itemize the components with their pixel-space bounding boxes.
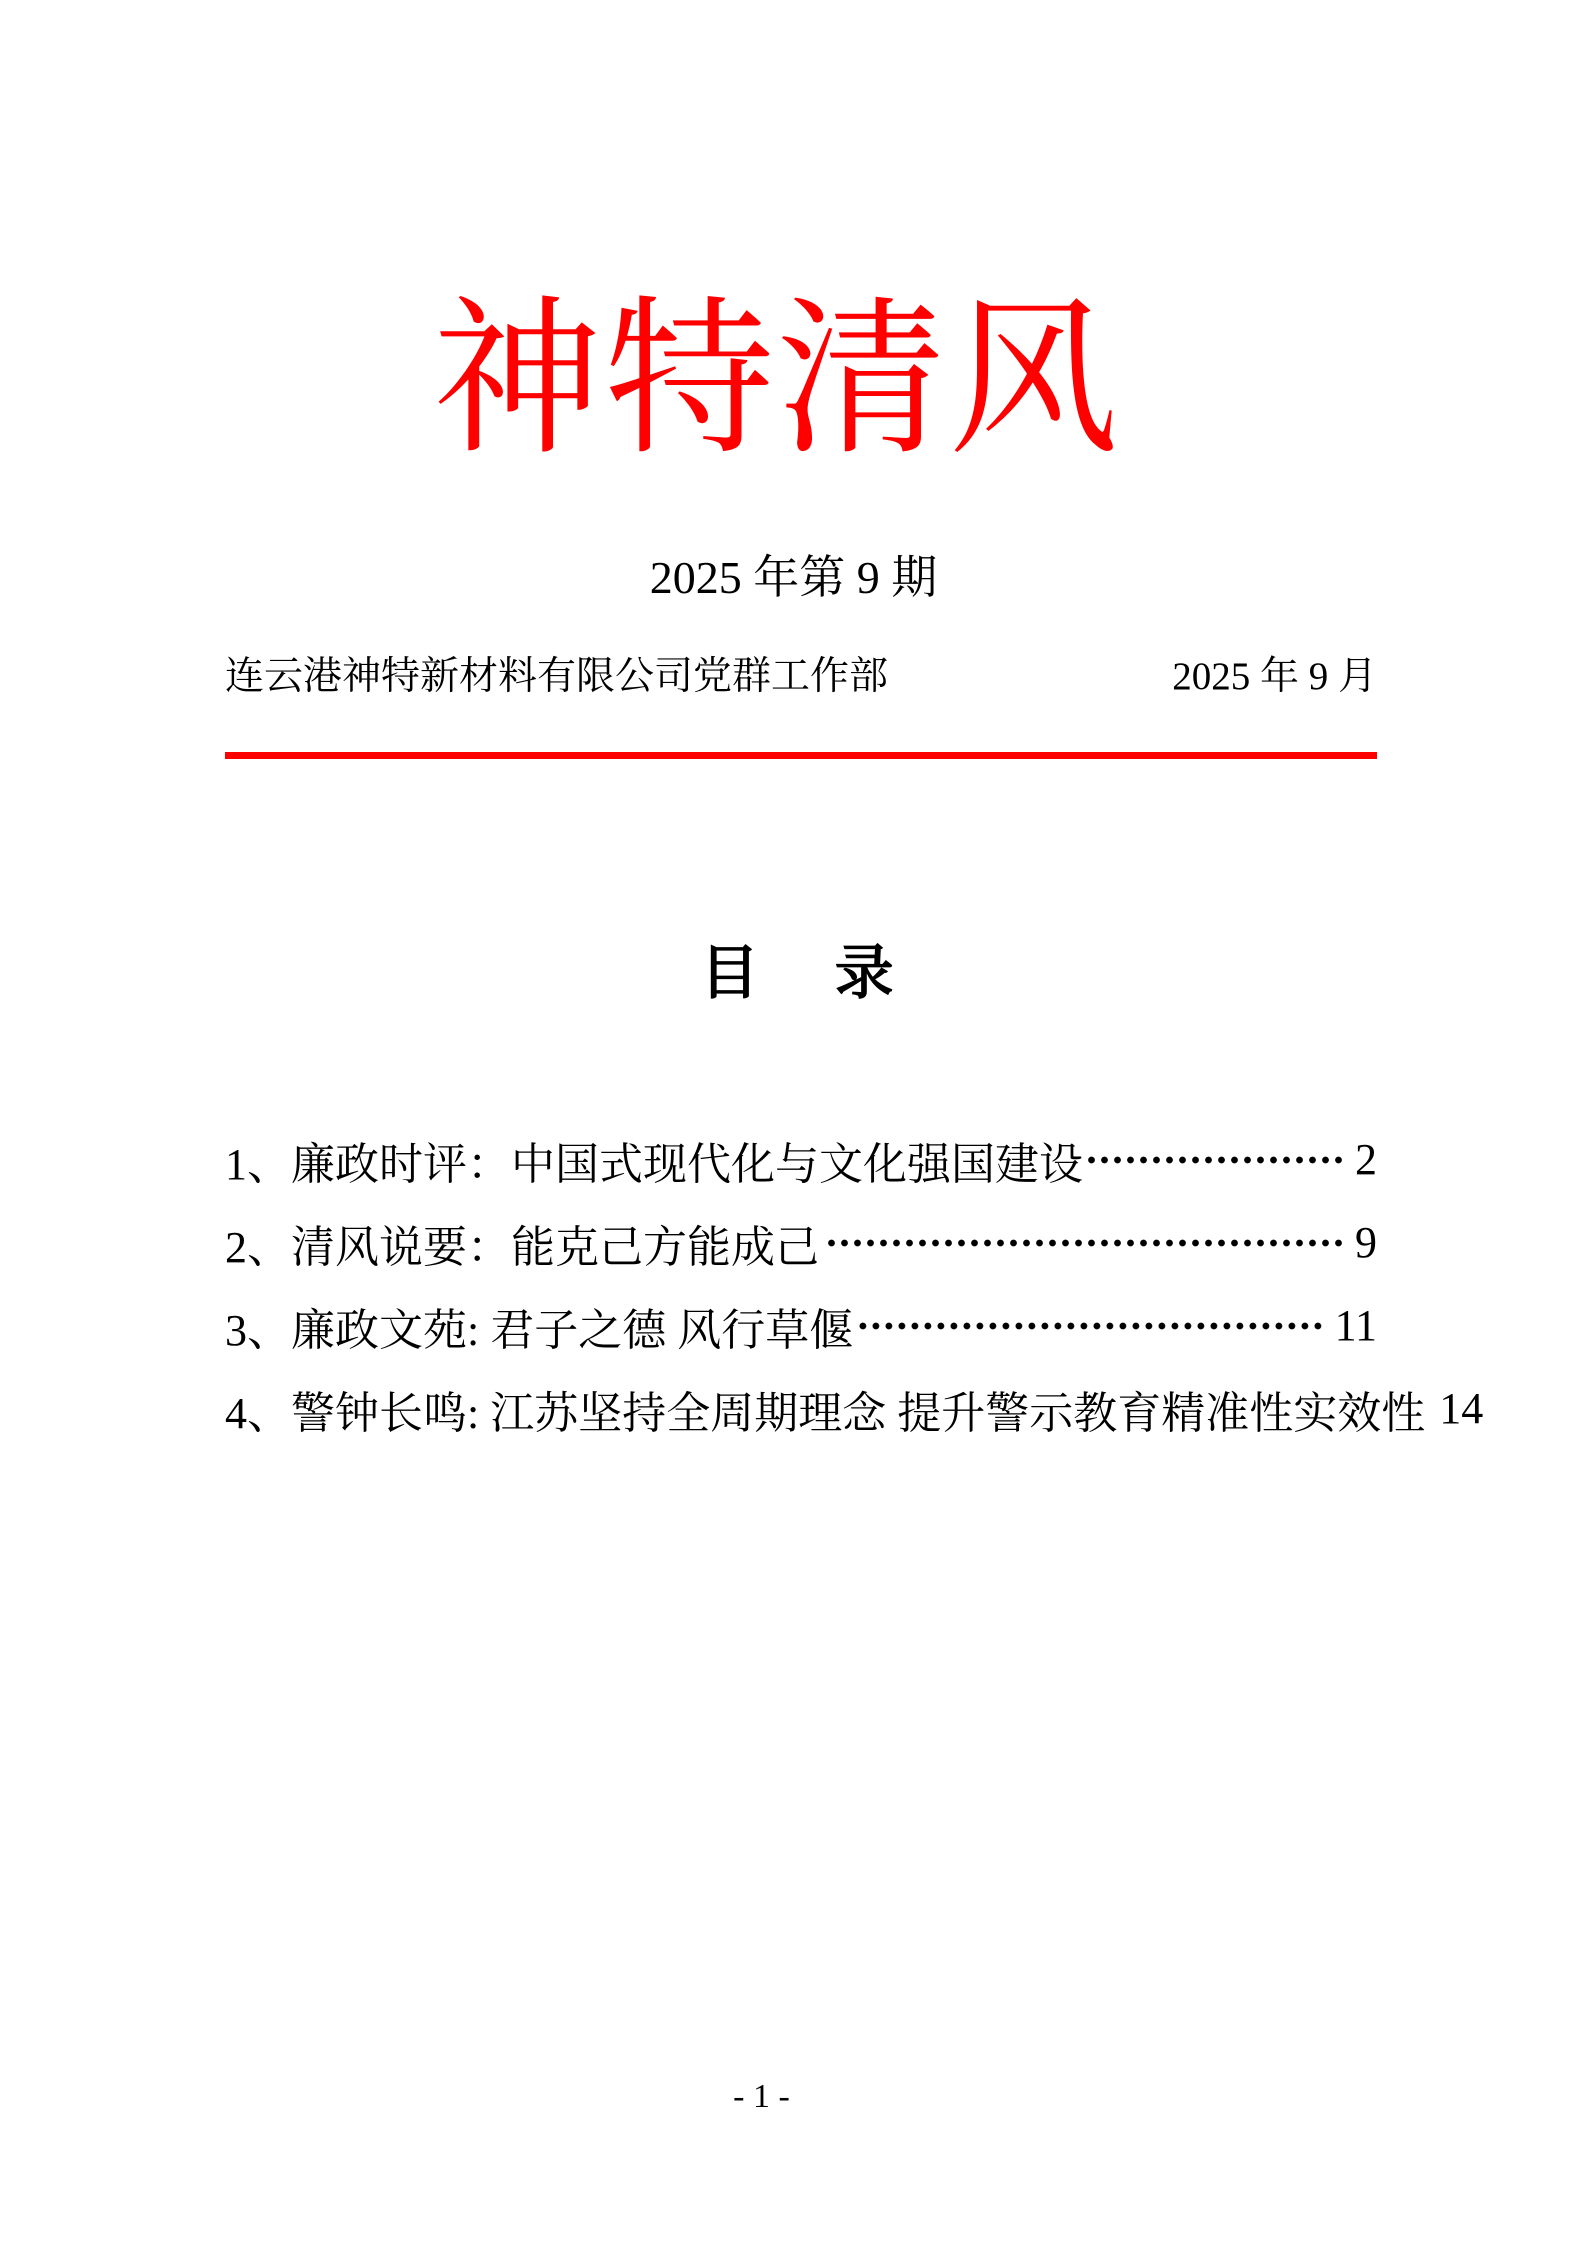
toc-leader-dots bbox=[1087, 1154, 1345, 1166]
toc-heading: 目 录 bbox=[700, 940, 902, 1006]
toc-entry-label: 2、清风说要：能克己方能成己 bbox=[225, 1222, 819, 1272]
toc-leader-dots bbox=[823, 1237, 1345, 1249]
toc-entry-label: 1、廉政时评：中国式现代化与文化强国建设 bbox=[225, 1139, 1083, 1189]
toc-entry-page: 2 bbox=[1355, 1135, 1377, 1184]
toc-entry bbox=[225, 1367, 1484, 1450]
publisher-row bbox=[225, 652, 1377, 703]
toc-entry bbox=[225, 1201, 1377, 1284]
toc-leader-dots bbox=[857, 1320, 1324, 1332]
toc-list bbox=[225, 1118, 1484, 1450]
toc-entry bbox=[225, 1118, 1377, 1201]
publication-date: 2025 年 9 月 bbox=[1172, 655, 1377, 698]
publisher-name: 连云港神特新材料有限公司党群工作部 bbox=[225, 655, 889, 698]
toc-entry-page: 14 bbox=[1439, 1384, 1484, 1433]
toc-entry bbox=[225, 1284, 1377, 1367]
divider-rule bbox=[225, 752, 1377, 759]
toc-entry-label: 4、警钟长鸣: 江苏坚持全周期理念 提升警示教育精准性实效性 bbox=[225, 1388, 1426, 1438]
page-number: - 1 - bbox=[733, 2078, 790, 2115]
toc-entry-page: 11 bbox=[1334, 1301, 1377, 1350]
toc-entry-label: 3、廉政文苑: 君子之德 风行草偃 bbox=[225, 1305, 854, 1355]
newsletter-title: 神特清风 bbox=[432, 287, 1121, 475]
issue-number: 2025 年第 9 期 bbox=[649, 552, 938, 603]
toc-entry-page: 9 bbox=[1355, 1218, 1377, 1267]
